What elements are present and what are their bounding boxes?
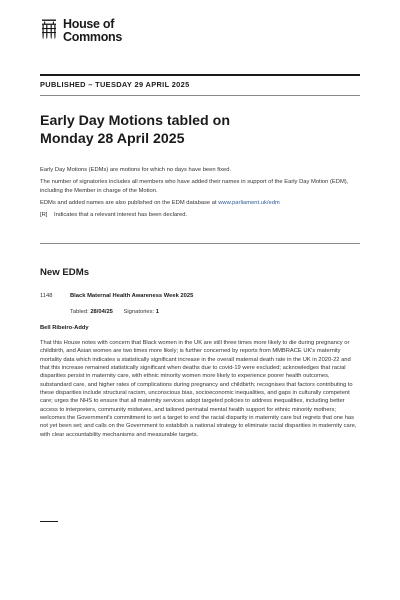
top-divider <box>40 74 360 76</box>
section-heading: New EDMs <box>40 267 90 278</box>
interest-marker: [R] <box>40 211 48 218</box>
signatories-count: 1 <box>155 309 160 315</box>
logo-wordmark <box>63 18 122 44</box>
tabled-date: 28/04/25 <box>90 309 113 315</box>
house-of-commons-logo <box>40 18 122 44</box>
intro-paragraph-3-text: EDMs and added names are also published on the EDM database at <box>40 199 219 206</box>
interest-legend <box>40 211 360 220</box>
interest-description: Indicates that a relevant interest has been declared. <box>54 211 188 218</box>
logo-line-2: Commons <box>63 30 123 44</box>
intro-paragraph-3 <box>40 199 360 208</box>
edm-sponsor: Bell Ribeiro-Addy <box>40 325 89 331</box>
edm-number: 1148 <box>40 293 53 299</box>
end-marker <box>40 521 58 522</box>
intro-paragraph-1: Early Day Motions (EDMs) are motions for which no days have been fixed. <box>40 167 232 173</box>
title-line-2: Monday 28 April 2025 <box>40 131 185 147</box>
tabled-label: Tabled: <box>70 309 89 315</box>
page-title <box>40 112 360 148</box>
edm-database-link[interactable]: www.parliament.uk/edm <box>218 199 280 206</box>
intro-paragraph-2: The number of signatories includes all members who have added their names in support of the Early Day Motion (EDM), including the Member in charge of the Motion. <box>40 179 349 194</box>
intro-section <box>40 166 360 219</box>
edm-motion-text: That this House notes with concern that Black women in the UK are still three times more likely to die during pregnancy or childbirth, and Asian women are two times more likely; is further concerned by reports from MMBRACE UK's maternity mortality data which indicates a statistically significant increase in the overall maternal death rate in the UK in 2020-22 and that this increase remained statistically significant when deaths due to covid-19 were excluded; acknowledges that racial disparities persist in maternity care, with ethnic minority women more likely to experience poorer health outcomes, substandard care, and higher rates of complications during pregnancy and childbirth; recognises that factors contributing to these disparities include structural racism, unconscious bias, socioeconomic inequalities, and gaps in culturally competent care; urges the NHS to ensure that all maternity services adopt targeted policies to address inequalities, including better access to interpreters, community midwives, and tailored perinatal mental health support for ethnic minority mothers; welcomes the Government's commitment to set a target to end the racial disparity in maternity care but regrets that one has not yet been set; and calls on the Government to establish a national strategy to eliminate racial disparities in maternity care, with clear accountability mechanisms and measurable targets. <box>40 340 357 438</box>
logo-line-1: House of <box>63 17 115 31</box>
portcullis-icon <box>40 19 58 41</box>
signatories-label: Signatories: <box>123 309 155 315</box>
header-divider <box>40 95 360 96</box>
intro-divider <box>40 243 360 244</box>
edm-title: Black Maternal Health Awareness Week 2025 <box>70 293 194 299</box>
title-line-1: Early Day Motions tabled on <box>40 113 230 129</box>
edm-meta <box>70 309 159 315</box>
published-date: PUBLISHED – TUESDAY 29 APRIL 2025 <box>40 80 190 89</box>
